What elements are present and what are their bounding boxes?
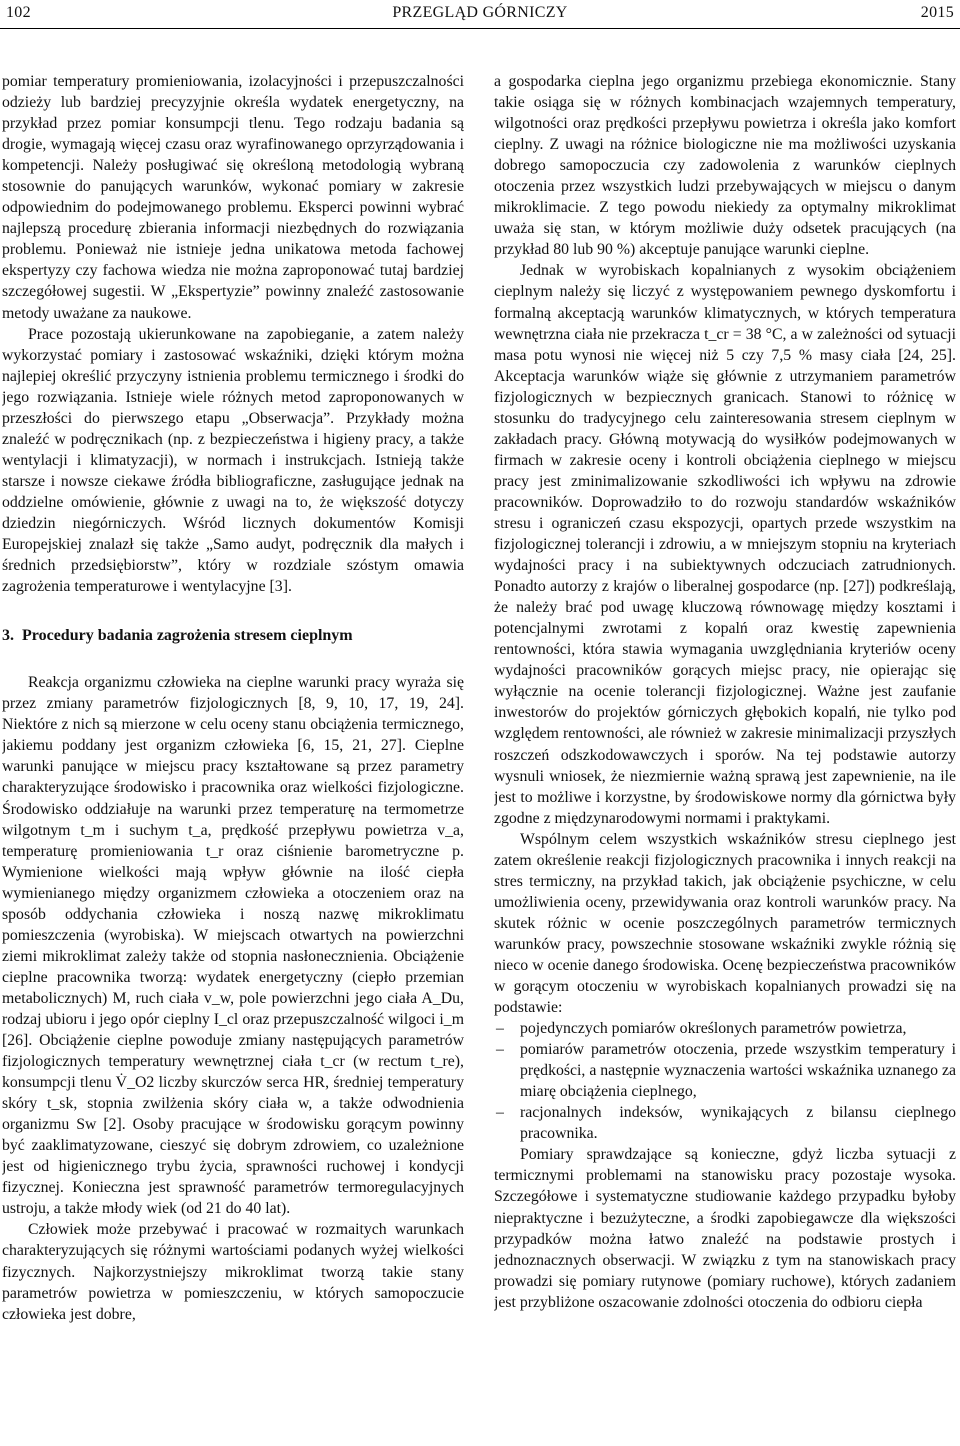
paragraph: Wspólnym celem wszystkich wskaźników stresu cieplnego jest zatem określenie reakcji fizjologicznych pracownika i innych reakcji na stres termiczny, na przykład takich, jak obciążenie psychiczne, w celu umożliwienia oceny, przewidywania oraz kontroli warunków pracy. Na skutek różnic w ocenie poszczególnych parametrów termicznych warunków pracy, powszechnie stosowane wskaźniki zwykle różnią się nieco w ocenie danego środowiska. Ocenę bezpieczeństwa pracowników w gorącym otoczeniu w wyrobiskach kopalnianych prowadzi się na podstawie: <box>494 830 956 1017</box>
paragraph: Prace pozostają ukierunkowane na zapobieganie, a zatem należy wykorzystać pomiary i zastosować wskaźniki, dzięki którym można najlepiej określić przyczyny istnienia problemu termicznego i środki do jego rozwiązania. Istnieje wiele różnych metod zaproponowanych w przeszłości do pierwszego etapu „Obserwacja”. Przykłady można znaleźć w podręcznikach (np. z bezpieczeństwa i higieny pracy, a także wentylacji i klimatyzacji), w normach i instrukcjach. Istnieją także starsze i nowsze ciekawe źródła bibliograficzne, zasługujące jednak na oddzielne omówienie, głównie z uwagi na to, że większość dotyczy dziedzin niegórniczych. Wśród licznych dokumentów Komisji Europejskiej znalazł się także „Samo audyt, podręcznik dla małych i średnich przedsiębiorstw”, który w rozdziale szóstym omawia zagrożenia temperaturowe i wentylacyjne [3]. <box>2 325 464 596</box>
paragraph: Jednak w wyrobiskach kopalnianych z wysokim obciążeniem cieplnym należy się liczyć z występowaniem pewnego dyskomfortu i formalną akceptacją warunków klimatycznych, w których temperatura wewnętrzna ciała nie przekracza t_cr = 38 °C, a w zależności od sytuacji masa potu wynosi nie więcej niż 5 czy 7,5 % masy ciała [24, 25]. Akceptacja warunków wiąże się głównie z utrzymaniem parametrów fizjologicznych w bezpiecznych granicach. Stanowi to różnicę w stosunku do tradycyjnego celu zainteresowania stresem cieplnym w zakładach pracy. Główną motywacją do wysiłków podejmowanych w firmach w zakresie oceny i kontroli obciążenia cieplnego w miejscu pracy jest zminimalizowanie szkodliwości ich wpływu na zdrowie pracowników. Doprowadziło to do rozwoju standardów wskaźników stresu i ograniczeń czasu ekspozycji, opartych przede wszystkim na fizjologicznej tolerancji i zdrowiu, a w mniejszym stopniu na kryteriach wydajności pracy i na subiektywnych odczuciach zatrudnionych. Ponadto autorzy z krajów o liberalnej gospodarce (np. [27]) podkreślają, że należy brać pod uwagę kluczową równowagę między kosztami i potencjalnymi zwrotami z kopalń oraz kwestię zapewnienia rentowności, która stawia wymagania uwzględniania kryteriów oceny wydajności pracowników gorących miejsc pracy, nie opierając się wyłącznie na ocenie tolerancji fizjologicznej. Ważne jest zaufanie inwestorów do projektów górniczych głębokich kopalń, nie tylko pod względem rentowności, ale również w zakresie minimalizacji przyszłych roszczeń odszkodowawczych i sporów. Na tej podstawie autorzy wysnuli wniosek, że niezmiernie ważną sprawą jest zapewnienie, na ile jest to możliwe i korzystne, by środowiskowe normy dla górnictwa były zgodne z międzynarodowymi normami i praktykami. <box>494 262 956 827</box>
running-header <box>0 0 960 28</box>
paragraph: pomiar temperatury promieniowania, izolacyjności i przepuszczalności odzieży lub bardziej precyzyjnie określa wydatek energetyczny, na przykład przez pomiar konsumpcji tlenu. Tego rodzaju badania są drogie, wymagają więcej czasu oraz wyrafinowanego oprzyrządowania i kompetencji. Należy posługiwać się określoną metodologią wybraną stosownie do panujących warunków, wykonać pomiary w zakresie odpowiednim do podejmowanego problemu. Eksperci powinni wybrać najlepszą procedurę zbierania informacji niezbędnych do rozwiązania problemu. Ponieważ nie istnieje jedna unikatowa metoda fachowej ekspertyzy czy fachowa wiedza nie można zaproponować tutaj bardziej szczegółowej sugestii. W „Ekspertyzie” powinny znaleźć zastosowanie metody uważane za naukowe. <box>2 73 464 322</box>
publication-year: 2015 <box>920 4 954 21</box>
left-column <box>2 71 464 1443</box>
section-title: Procedury badania zagrożenia stresem cieplnym <box>22 627 353 645</box>
list-item: – pomiarów parametrów otoczenia, przede wszystkim temperatury i prędkości, a następnie wyznaczenia wartości wskaźnika uznanego za miarę obciążenia cieplnego, <box>494 1039 956 1102</box>
section-heading <box>2 625 464 646</box>
bullet-list <box>494 1018 956 1144</box>
journal-title: PRZEGLĄD GÓRNICZY <box>392 4 568 21</box>
section-number: 3. <box>2 627 14 645</box>
list-item: – racjonalnych indeksów, wynikających z bilansu cieplnego pracownika. <box>494 1102 956 1144</box>
header-rule <box>0 28 960 29</box>
paragraph: Pomiary sprawdzające są konieczne, gdyż liczba sytuacji z termicznymi problemami na stanowisku pracy pozostaje wysoka. Szczegółowe i systematyczne studiowanie każdego przypadku byłoby niepraktyczne i bezużyteczne, a środki zapobiegawcze dla większości przypadków można łatwo znaleźć na podstawie prostych i jednoznacznych obserwacji. W związku z tym na stanowiskach pracy prowadzi się pomiary rutynowe (pomiary ruchowe), których zadaniem jest przybliżone oszacowanie zdolności otoczenia do odbioru ciepła <box>494 1146 956 1311</box>
paragraph: a gospodarka cieplna jego organizmu przebiega ekonomicznie. Stany takie osiąga się w różnych kombinacjach wzajemnych temperatury, wilgotności oraz prędkości przepływu powietrza i określa jako komfort cieplny. Z uwagi na różnice biologiczne nie ma możliwości uzyskania dobrego samopoczucia czy zadowolenia z warunków cieplnych otoczenia przez wszystkich ludzi przebywających w miejscu o danym mikroklimacie. Z tego powodu niekiedy za optymalny mikroklimat uważa się stan, w którym możliwie duży odsetek pracujących (na przykład 80 lub 90 %) akceptuje panujące warunki cieplne. <box>494 73 956 259</box>
paragraph: Reakcja organizmu człowieka na cieplne warunki pracy wyraża się przez zmiany parametrów fizjologicznych [8, 9, 10, 17, 19, 24]. Niektóre z nich są mierzone w celu oceny stanu obciążenia termicznego, jakiemu poddany jest organizm człowieka [6, 15, 21, 27]. Cieplne warunki panujące w miejscu pracy kształtowane są przez parametry charakteryzujące środowisko i pracownika oraz wielkości fizjologiczne. Środowisko oddziałuje na warunki przez temperaturę na termometrze wilgotnym t_m i suchym t_a, prędkość przepływu powietrza v_a, temperaturę promieniowania t_r oraz ciśnienie barometryczne p. Wymienione wielkości mają wpływ głównie na ilość ciepła wymienianego między organizmem człowieka a otoczeniem oraz na sposób oddychania człowieka i noszą nazwę mikroklimatu pomieszczenia (wyrobiska). W miejscach otwartych na powierzchni ziemi mikroklimat zależy także od stopnia nasłonecznienia. Obciążenie cieplne pracownika tworzą: wydatek energetyczny (ciepło przemian metabolicznych) M, ruch ciała v_w, pole powierzchni jego ciała A_Du, rodzaj ubioru i jego opór cieplny I_cl oraz przepuszczalność wilgoci i_m [26]. Obciążenie cieplne powoduje zmiany następujących parametrów fizjologicznych temperatury wewnętrznej ciała t_cr (w rectum t_re), konsumpcji tlenu V̇_O2 liczby skurczów serca HR, średniej temperatury skóry t_sk, stopnia zwilżenia skóry ciała w, a także odwodnienia organizmu Sw [2]. Osoby pracujące w środowisku gorącym powinny być zaaklimatyzowane, cieszyć się dobrym zdrowiem, co uzależnione jest od higienicznego trybu życia, sprawności ruchowej i kondycji fizycznej. Konieczna jest sprawność parametrów termoregulacyjnych ustroju, a także młody wiek (od 21 do 40 lat). <box>2 674 464 1218</box>
paragraph: Człowiek może przebywać i pracować w rozmaitych warunkach charakteryzujących się różnymi wartościami podanych wyżej wielkości fizycznych. Najkorzystniejszy mikroklimat tworzą takie stany parametrów powietrza w pomieszczeniu, w których samopoczucie człowieka jest dobre, <box>2 1221 464 1323</box>
page-number: 102 <box>6 4 31 21</box>
list-item: – pojedynczych pomiarów określonych parametrów powietrza, <box>494 1018 956 1039</box>
right-column <box>494 71 956 1443</box>
